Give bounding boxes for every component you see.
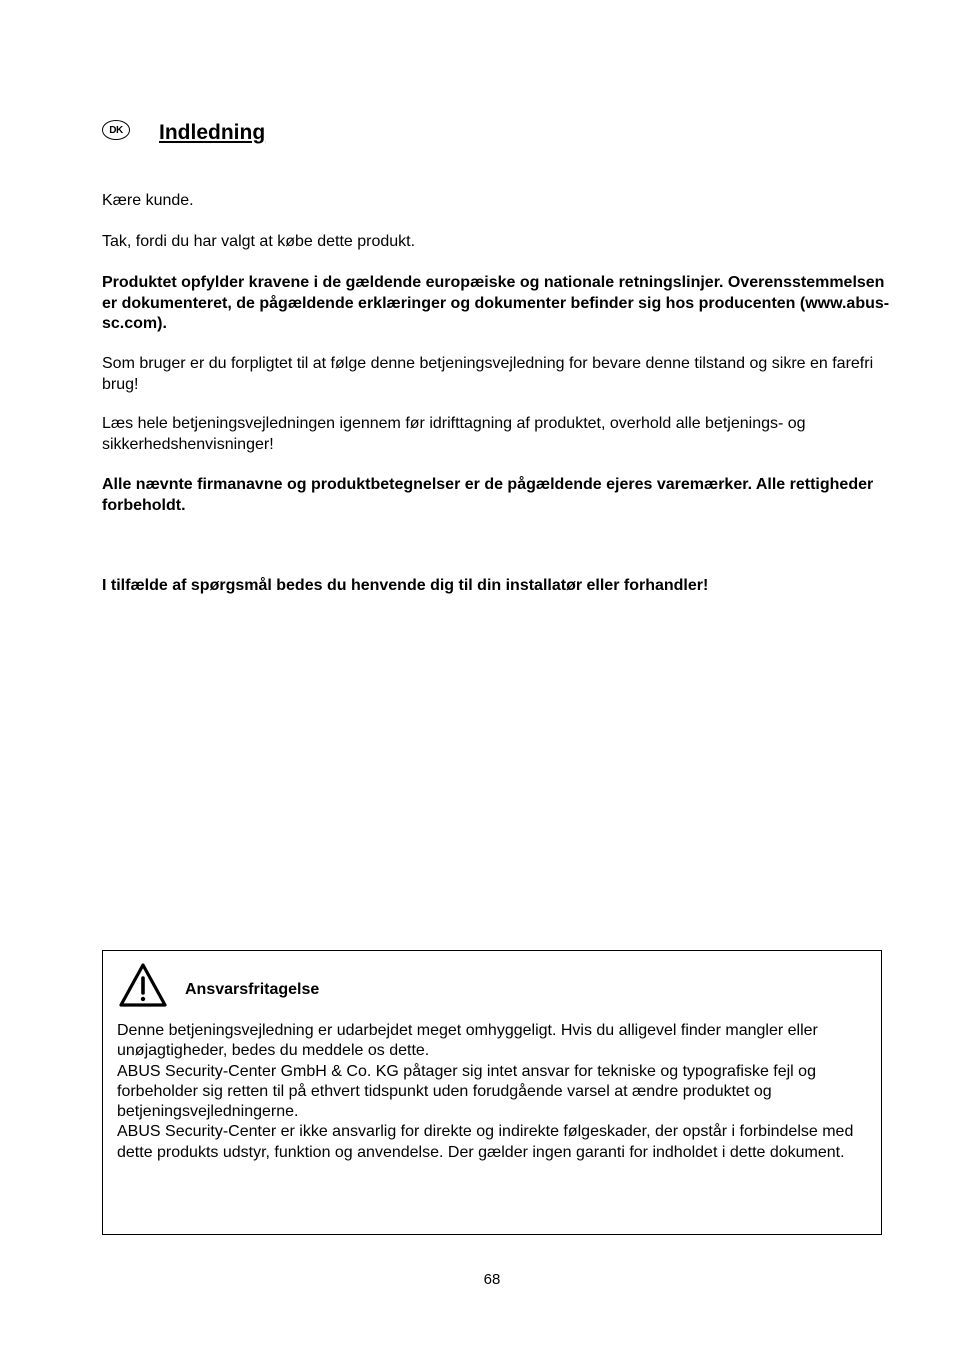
obligation-text: Som bruger er du forpligtet til at følge denne betjeningsvejledning for bevare denne tilstand og sikre en farefri brug! xyxy=(102,355,874,393)
read-manual-text: Læs hele betjeningsvejledningen igennem før idrifttagning af produktet, overhold alle betjenings- og sikkerhedshenvisninger! xyxy=(102,415,806,453)
page-number: 68 xyxy=(483,1271,501,1288)
disclaimer-paragraph: ABUS Security-Center GmbH & Co. KG påtager sig intet ansvar for tekniske og typografiske fejl og forbeholder sig retten til på ethvert tidspunkt uden forudgående varsel at ændre produktet og betjeningsvejledningerne. xyxy=(117,1062,816,1121)
thanks-text: Tak, fordi du har valgt at købe dette produkt. xyxy=(102,233,416,250)
disclaimer-paragraph: Denne betjeningsvejledning er udarbejdet meget omhyggeligt. Hvis du alligevel finder mangler eller unøjagtigheder, bedes du meddele os dette. xyxy=(117,1022,818,1060)
disclaimer-title: Ansvarsfritagelse xyxy=(185,981,320,998)
compliance-text: Produktet opfylder kravene i de gældende europæiske og nationale retningslinjer. Overensstemmelsen er dokumenteret, de pågældende erklæringer og dokumenter befinder sig hos producenten (www.abus-sc.com). xyxy=(102,274,890,332)
disclaimer-text xyxy=(117,1021,869,1163)
warning-triangle-icon xyxy=(118,962,168,1008)
questions-text: I tilfælde af spørgsmål bedes du henvende dig til din installatør eller forhandler! xyxy=(102,577,709,594)
page-title: Indledning xyxy=(159,121,266,144)
trademarks-text: Alle nævnte firmanavne og produktbetegnelser er de pågældende ejeres varemærker. Alle rettigheder forbeholdt. xyxy=(102,476,874,514)
disclaimer-paragraph: ABUS Security-Center er ikke ansvarlig for direkte og indirekte følgeskader, der opstår i forbindelse med dette produkts udstyr, funktion og anvendelse. Der gælder ingen garanti for indholdet i dette dokument. xyxy=(117,1123,854,1161)
country-code-badge: DK xyxy=(102,120,130,140)
greeting-text: Kære kunde. xyxy=(102,192,194,209)
